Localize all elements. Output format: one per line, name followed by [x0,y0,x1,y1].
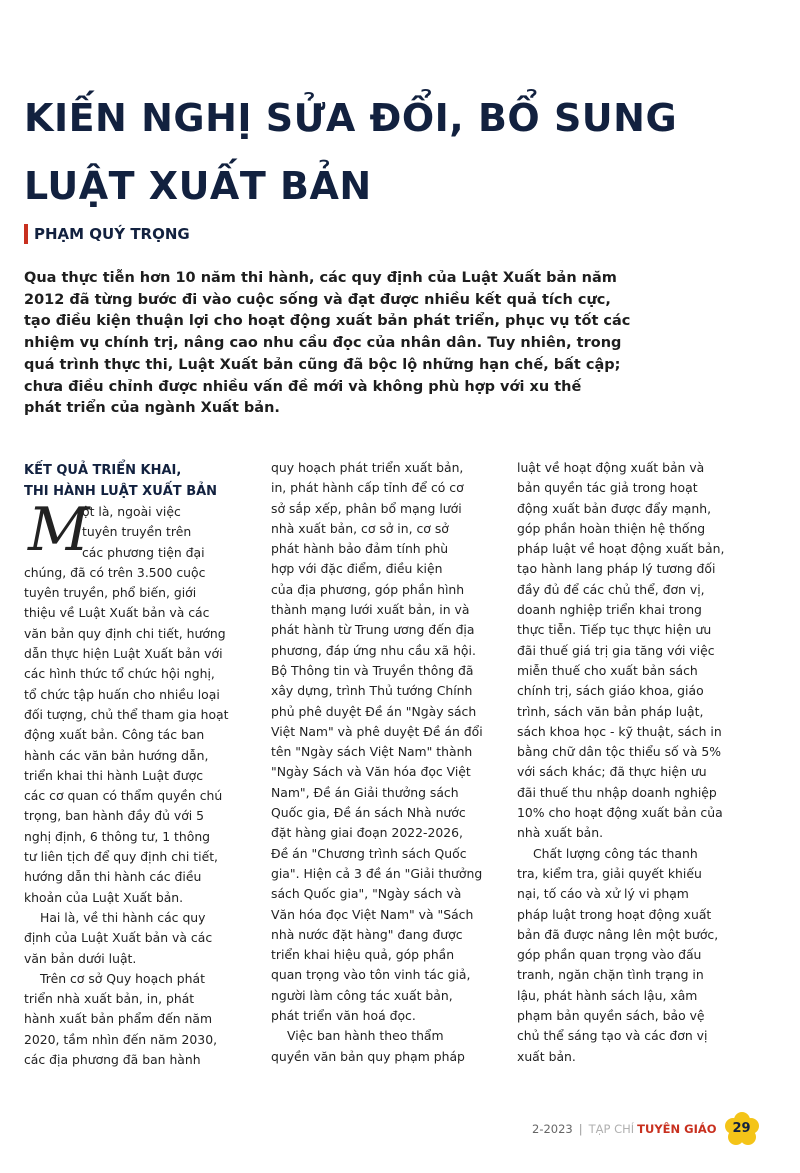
body-text-line: phương, đáp ứng nhu cầu xã hội. [271,642,476,658]
body-column-3 [517,458,739,1067]
lead-line: phát triển của ngành Xuất bản. [24,400,280,417]
body-text-line: văn bản quy định chi tiết, hướng [24,625,226,641]
body-text-line: chủ thể sáng tạo và các đơn vị [517,1028,708,1044]
body-text-line: của địa phương, góp phần hình [271,581,465,597]
body-text-line: tổ chức tập huấn cho nhiều loại [24,686,220,702]
body-text-line: văn bản dưới luật. [24,950,137,966]
body-text-line: đầy đủ để các chủ thể, đơn vị, [517,581,705,597]
body-text-line: trọng, ban hành đầy đủ với 5 [24,808,205,824]
issue-number: 2-2023 [532,1122,573,1136]
footer-divider: | [578,1122,583,1136]
body-text-line: 2020, tầm nhìn đến năm 2030, [24,1031,218,1047]
body-text-line: triển nhà xuất bản, in, phát [24,991,195,1007]
body-text-line: nhà xuất bản. [517,825,604,841]
body-text-line: góp phần hoàn thiện hệ thống [517,520,706,536]
body-text-line: xây dựng, trình Thủ tướng Chính [271,683,473,699]
body-text-line: quan trọng vào tôn vinh tác giả, [271,967,471,983]
body-text-line: Nam", Đề án Giải thưởng sách [271,784,459,800]
body-text-line: luật về hoạt động xuất bản và [517,460,705,475]
body-text-line: pháp luật trong hoạt động xuất [517,906,712,922]
body-text-line: sách khoa học - kỹ thuật, sách in [517,723,722,739]
body-text-line: tạo hành lang pháp lý tương đối [517,561,716,577]
body-text-line: hướng dẫn thi hành các điều [24,869,202,885]
body-text-line: gia". Hiện cả 3 đề án "Giải thưởng [271,865,483,881]
body-text-line: các phương tiện đại [82,544,205,560]
body-text-line: chúng, đã có trên 3.500 cuộc [24,564,206,580]
body-text-line: phạm bản quyền sách, bảo vệ [517,1008,705,1024]
body-text-line: động xuất bản được đẩy mạnh, [517,500,712,516]
body-text-line: "Ngày Sách và Văn hóa đọc Việt [271,764,471,780]
lead-line: Qua thực tiễn hơn 10 năm thi hành, các quy định của Luật Xuất bản năm [24,270,617,286]
body-text-line: nhà xuất bản, cơ sở in, cơ sở [271,520,449,536]
body-text-line: nại, tố cáo và xử lý vi phạm [517,886,689,902]
body-text-line: tuyên truyền trên [82,524,192,540]
body-text-line: tranh, ngăn chặn tình trạng in [517,967,704,983]
body-text-line: Việt Nam" và phê duyệt Đề án đổi [271,723,483,739]
body-text-line: đặt hàng giai đoạn 2022-2026, [271,825,463,841]
body-text-line: quy hoạch phát triển xuất bản, [271,460,464,475]
body-text-line: các địa phương đã ban hành [24,1052,201,1068]
body-text-line: người làm công tác xuất bản, [271,987,453,1003]
body-text-line: định của Luật Xuất bản và các [24,930,213,946]
body-text-line: phát triển văn hoá đọc. [271,1008,416,1024]
body-text-line: đãi thuế giá trị gia tăng với việc [517,642,715,658]
body-text-line: Bộ Thông tin và Truyền thông đã [271,662,474,678]
body-text-line: Chất lượng công tác thanh [533,845,698,861]
body-text-line: góp phần quan trọng vào đấu [517,947,702,963]
body-text-line: triển khai hiệu quả, góp phần [271,947,455,963]
body-text-line: lậu, phát hành sách lậu, xâm [517,987,698,1003]
body-text-line: đãi thuế thu nhập doanh nghiệp [517,784,717,800]
body-text-line: đối tượng, chủ thể tham gia hoạt [24,706,229,722]
byline-accent-bar [24,224,28,244]
page-footer [532,1112,759,1146]
body-text-line: miễn thuế cho xuất bản sách [517,662,698,678]
lead-line: quá trình thực thi, Luật Xuất bản cũng đã bộc lộ những hạn chế, bất cập; [24,356,621,373]
lead-line: 2012 đã từng bước đi vào cuộc sống và đạt được nhiều kết quả tích cực, [24,291,611,308]
body-text-line: bản đã được nâng lên một bước, [517,926,719,942]
body-text-line: pháp luật về hoạt động xuất bản, [517,541,725,557]
body-text-line: 10% cho hoạt động xuất bản của [517,805,723,821]
body-text-line: chính trị, sách giáo khoa, giáo [517,683,704,699]
magazine-prefix: TẠP CHÍ [588,1122,635,1136]
body-column-2 [271,458,493,1067]
body-text-line: Trên cơ sở Quy hoạch phát [40,970,205,986]
body-text-line: nghị định, 6 thông tư, 1 thông [24,828,211,844]
body-text-line: với sách khác; đã thực hiện ưu [517,764,707,780]
body-text-line: phát hành bảo đảm tính phù [271,541,449,557]
body-text-line: sở sắp xếp, phân bổ mạng lưới [271,500,462,516]
body-text-line: hành các văn bản hướng dẫn, [24,747,209,763]
lead-line: tạo điều kiện thuận lợi cho hoạt động xuất bản phát triển, phục vụ tốt các [24,313,631,330]
lead-line: chưa điều chỉnh được nhiều vấn đề mới và không phù hợp với xu thế [24,378,582,395]
body-text-line: quyền văn bản quy phạm pháp [271,1048,465,1064]
body-text-line: xuất bản. [517,1048,576,1064]
body-text-line: thiệu về Luật Xuất bản và các [24,605,210,621]
body-text-line: bản quyền tác giả trong hoạt [517,480,698,496]
section-heading-line-2: THI HÀNH LUẬT XUẤT BẢN [24,484,218,499]
body-text-line: tên "Ngày sách Việt Nam" thành [271,744,473,760]
body-text-line: phát hành từ Trung ương đến địa [271,622,475,638]
body-text-line: các cơ quan có thẩm quyền chú [24,788,223,804]
body-text-line: dẫn thực hiện Luật Xuất bản với [24,646,223,662]
body-text-line: tra, kiểm tra, giải quyết khiếu [517,865,702,881]
column-1-lines [24,502,246,1070]
body-text-line: phủ phê duyệt Đề án "Ngày sách [271,703,477,719]
lead-paragraph [24,268,664,420]
title-line-1: KIẾN NGHỊ SỬA ĐỔI, BỔ SUNG [24,96,678,140]
body-text-line: hợp với đặc điểm, điều kiện [271,561,443,577]
body-text-line: doanh nghiệp triển khai trong [517,602,702,618]
body-text-line: Văn hóa đọc Việt Nam" và "Sách [271,906,474,922]
lead-line: nhiệm vụ chính trị, nâng cao nhu cầu đọc của nhân dân. Tuy nhiên, trong [24,335,622,352]
author-byline [24,224,190,244]
body-text-line: thành mạng lưới xuất bản, in và [271,602,470,618]
body-text-line: Việc ban hành theo thẩm [287,1028,444,1044]
page-number-flower-icon [725,1112,759,1146]
dropcap-paragraph [24,495,246,1070]
body-text-line: các hình thức tổ chức hội nghị, [24,666,215,682]
body-text-line: khoản của Luật Xuất bản. [24,889,184,905]
title-line-2: LUẬT XUẤT BẢN [24,164,372,208]
dropcap-letter: M [28,495,90,565]
body-text-line: bằng chữ dân tộc thiểu số và 5% [517,744,722,760]
body-text-line: tuyên truyền, phổ biến, giới [24,585,197,601]
body-text-line: Đề án "Chương trình sách Quốc [271,845,467,861]
magazine-name: TUYÊN GIÁO [637,1122,717,1136]
section-heading-line-1: KẾT QUẢ TRIỂN KHAI, [24,463,182,478]
page-number: 29 [732,1121,751,1136]
body-text-line: sách Quốc gia", "Ngày sách và [271,886,462,902]
article-title [24,84,764,220]
body-text-line: triển khai thi hành Luật được [24,767,204,783]
author-name: PHẠM QUÝ TRỌNG [34,225,190,243]
body-text-line: thực tiễn. Tiếp tục thực hiện ưu [517,622,712,638]
body-text-line: ột là, ngoài việc [82,504,181,519]
body-text-line: động xuất bản. Công tác ban [24,727,205,743]
body-text-line: trình, sách văn bản pháp luật, [517,703,704,719]
body-text-line: Hai là, về thi hành các quy [40,909,206,925]
body-text-line: in, phát hành cấp tỉnh để có cơ [271,480,464,496]
body-text-line: hành xuất bản phẩm đến năm [24,1011,213,1027]
body-text-line: nhà nước đặt hàng" đang được [271,926,463,942]
body-column-1 [24,460,246,1070]
body-text-line: tư liên tịch để quy định chi tiết, [24,849,218,865]
body-text-line: Quốc gia, Đề án sách Nhà nước [271,805,466,821]
